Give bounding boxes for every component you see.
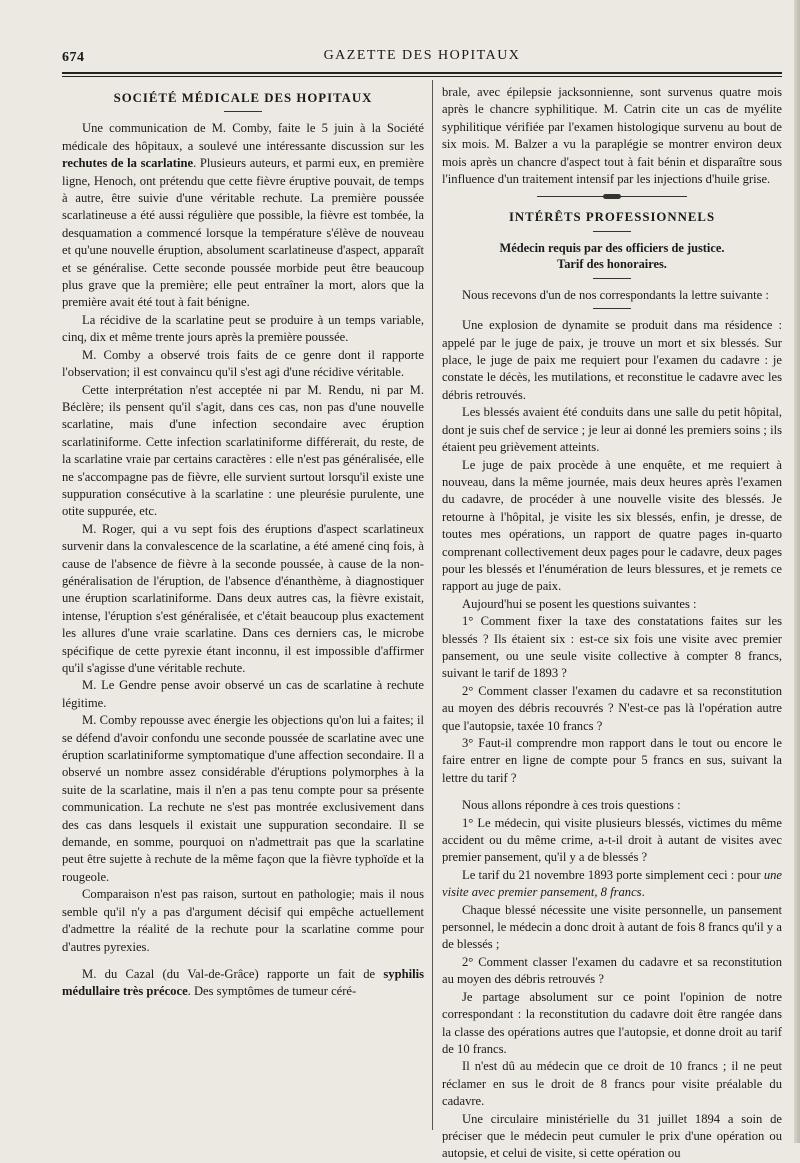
paragraph: Chaque blessé nécessite une visite personnelle, un pansement personnel, le médecin a donc droit à autant de fois 8 francs qu'il y a de blessés ; [442,902,782,952]
subheading-rule [593,278,631,279]
paragraph: Une communication de M. Comby, faite le 5 juin à la Société médicale des hôpitaux, a soulevé une intéressante discussion sur les rechutes de la scarlatine. Plusieurs auteurs, et parmi eux, en première ligne, Henoch, ont prétendu que cette fièvre éruptive pouvait, de temps à autre, être suivie d'une véritable rechute. La première poussée scarlatineuse a été aussi régulière que possible, la fièvre est tombée, la desquamation a commencé lorsque la température s'élève de nouveau et qu'une nouvelle éruption, absolument scarlatineuse d'aspect, apparaît et se généralise. Cette seconde poussée morbide peut être beaucoup plus grave que la première; elle peut entraîner la mort, alors que la première avait été tout à fait bénigne. [62,121,424,310]
section-rule [593,231,631,232]
paragraph-continued: brale, avec épilepsie jacksonnienne, sont survenus quatre mois après le chancre syphilitique. M. Catrin cite un cas de myélite syphilitique vérifiée par l'examen histologique survenu au bout de six mois. M. Balzer a vu la paraplégie se montrer environ deux mois après un chancre d'aspect tout à fait bénin et disparaître sous l'influence d'un traitement intensif par les injections d'huile grise. [442,85,782,187]
paragraph: 2° Comment classer l'examen du cadavre et sa reconstitution au moyen des débris retrouvés ? [442,954,782,987]
bold-term: rechutes de la scarlatine [62,156,194,171]
paragraph: M. Comby repousse avec énergie les objections qu'on lui a faites; il se défend d'avoir confondu une seconde poussée de scarlatine avec une éruption scarlatiniforme symptomatique d'une affection secondaire. Il a observé un nombre assez considérable d'éruptions polymorphes à la suite de la scarlatine, mais il n'en a pas tenu compte pour sa présente communication. La rechute ne s'est pas montrée exclusivement dans des cas dans lesquels il existait une suppuration secondaire. Il se demande, en somme, pourquoi on n'admettrait pas que la scarlatine peut être sujette à rechute de la même façon que la fièvre typhoïde et la rougeole. [62,713,424,884]
paragraph: Le juge de paix procède à une enquête, et me requiert à nouveau, dans la même journée, mais deux heures après l'examen du cadavre, de procéder à une nouvelle visite des blessés. Je retourne à l'hôpital, je visite les six blessés, enfin, je dresse, de toutes mes opérations, un rapport de quatre pages in-quarto comprenant collectivement deux pages pour le cadavre, deux pages pour les blessés et l'énumération de leurs blessures, et je remets ce rapport au juge de paix. [442,457,782,594]
paragraph: La récidive de la scarlatine peut se produire à un temps variable, cinq, dix et même trente jours après la première poussée. [62,312,424,345]
left-column [62,84,424,1001]
paragraph: Les blessés avaient été conduits dans une salle du petit hôpital, dont je suis chef de service ; je leur ai donné les premiers soins ; ils étaient peu grièvement atteints. [442,405,782,455]
right-column [442,84,782,1163]
paragraph: 1° Le médecin, qui visite plusieurs blessés, victimes du même accident ou du même crime, a-t-il droit à autant de visites avec premier pansement, qu'il y a de blessés ? [442,815,782,865]
paragraph: 1° Comment fixer la taxe des constatations faites sur les blessés ? Ils étaient six : est-ce six fois une visite avec premier pansement, ou une seule visite collective à compter 8 francs, suivant le tarif de 1893 ? [442,614,782,681]
paragraph: 3° Faut-il comprendre mon rapport dans le tout ou encore le faire entrer en ligne de compte pour 5 francs en sus, suivant la lettre du tarif ? [442,736,782,785]
page-edge [794,0,800,1143]
header-rule-thin [62,76,782,77]
subheading-line: Tarif des honoraires. [557,256,667,271]
paragraph-gap [442,787,782,797]
letter-rule [593,308,631,309]
page-header [62,44,782,70]
section-title-societe-medicale: SOCIÉTÉ MÉDICALE DES HOPITAUX [113,91,373,105]
article-subheading [442,240,782,272]
journal-title: GAZETTE DES HOPITAUX [323,48,521,63]
bold-term: syphilis médullaire très précoce [62,966,424,999]
header-rule-thick [62,72,782,74]
paragraph: 2° Comment classer l'examen du cadavre et sa reconstitution au moyen des débris recouvrés ? N'est-ce pas là l'opération autre que l'autopsie, taxée 10 francs ? [442,683,782,733]
section-rule [224,111,262,112]
paragraph: Nous allons répondre à ces trois questions : [462,798,681,813]
paragraph: Je partage absolument sur ce point l'opinion de notre correspondant : la reconstitution du cadavre doit être rangée dans la classe des opérations autres que l'autopsie, et donne droit au tarif de 10 francs. [442,989,782,1056]
page-number: 674 [62,50,85,65]
section-title-interets-professionnels: INTÉRÊTS PROFESSIONNELS [508,210,716,225]
paragraph: Une circulaire ministérielle du 31 juillet 1894 a soin de préciser que le médecin peut cumuler le prix d'une opération ou autopsie, et celui de visite, si cette opération ou [442,1111,782,1161]
paragraph: M. Roger, qui a vu sept fois des éruptions d'aspect scarlatineux survenir dans la convalescence de la scarlatine, a été amené cinq fois, à cause de l'absence de fièvre à la seconde poussée, à cause de la non-généralisation de l'éruption, de l'absence d'énanthème, à diagnostiquer une éruption scarlatiniforme. Dans deux autres cas, la fièvre existait, intense, l'éruption s'est généralisée, et c'était beaucoup plus exactement les allures d'une vraie scarlatine. Dans ces derniers cas, le microbe spécifique de cette pyrexie étant inconnu, il est impossible d'affirmer qu'il s'agisse d'une véritable rechute. [62,521,424,675]
paragraph: Comparaison n'est pas raison, surtout en pathologie; mais il nous semble qu'il n'y a pas d'argument décisif qui empêche actuellement d'admettre la réalité de la rechute pour la scarlatine comme pour d'autres pyrexies. [62,887,424,954]
paragraph: M. du Cazal (du Val-de-Grâce) rapporte un fait de syphilis médullaire très précoce. Des symptômes de tumeur céré- [62,966,424,999]
paragraph: Nous recevons d'un de nos correspondants la lettre suivante : [462,287,769,302]
column-divider [432,80,433,1130]
paragraph: Il n'est dû au médecin que ce droit de 10 francs ; il ne peut réclamer en sus le droit de 8 francs pour visite préalable du cadavre. [442,1059,782,1109]
paragraph: M. Comby a observé trois faits de ce genre dont il rapporte l'observation; il est convaincu qu'il s'est agi d'une récidive véritable. [62,347,424,380]
paragraph: Aujourd'hui se posent les questions suivantes : [462,596,697,611]
paragraph: Le tarif du 21 novembre 1893 porte simplement ceci : pour une visite avec premier pansement, 8 francs. [442,867,782,900]
paragraph: Une explosion de dynamite se produit dans ma résidence : appelé par le juge de paix, je trouve un mort et six blessés. Sur place, le juge de paix me requiert pour l'examen du cadavre : je constate le décès, les mutilations, et reconstitue le cadavre avec les débris retrouvés. [442,318,782,402]
paragraph: M. Le Gendre pense avoir observé un cas de scarlatine à rechute légitime. [62,678,424,710]
paragraph: Cette interprétation n'est acceptée ni par M. Rendu, ni par M. Béclère; ils pensent qu'il s'agit, dans ces cas, non pas d'une nouvelle scarlatine, mais d'une infection secondaire avec éruption scarlatiniforme. Cette infection scarlatiniforme différerait, du reste, de la scarlatine vraie par certains caractères : elle n'est pas généralisée, elle ne s'accompagne pas de fièvre, elle survient surtout lorsqu'il existe une suppuration consécutive à la scarlatine : une pleurésie purulente, une otite suppurée, etc. [62,382,424,519]
subheading-line: Médecin requis par des officiers de justice. [499,240,725,255]
paragraph-gap [62,956,424,966]
italic-quote: une visite avec premier pansement, 8 francs [442,867,782,900]
ornamental-rule [537,196,687,197]
